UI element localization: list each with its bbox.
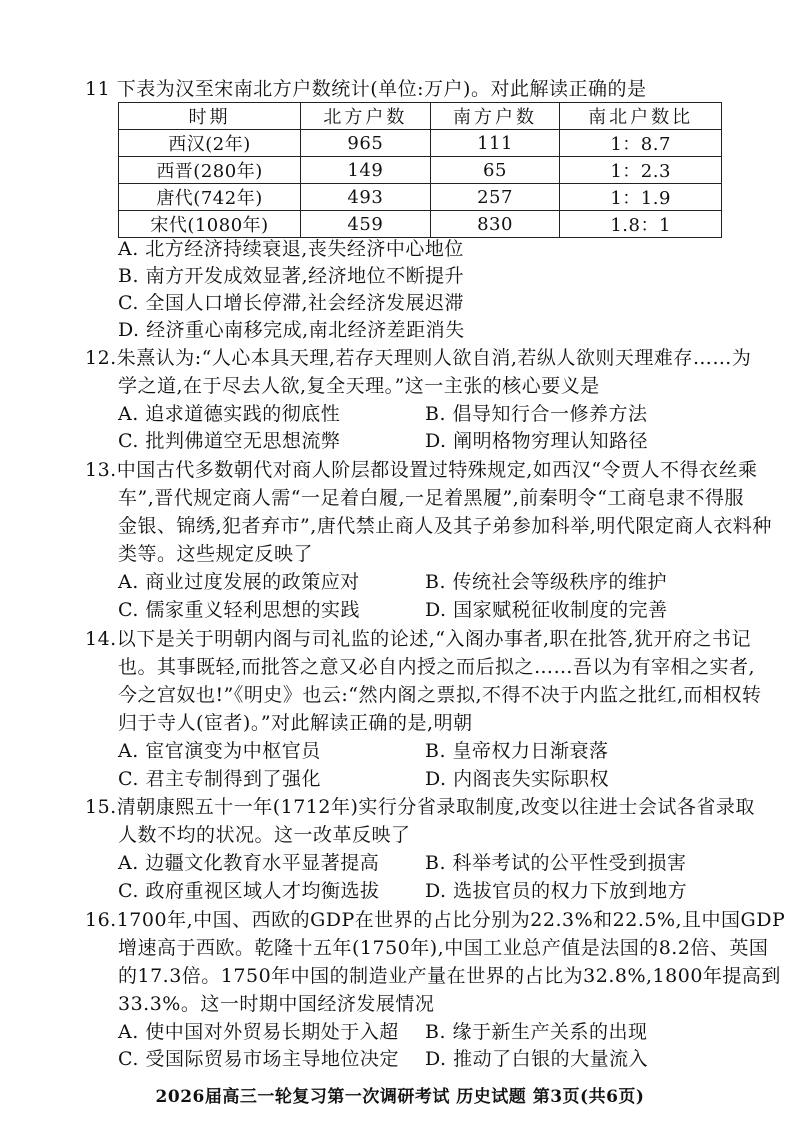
q13-option-d: D. 国家赋税征收制度的完善	[425, 599, 668, 621]
q13-stem-line: 车”,晋代规定商人需“一足着白履,一足着黑履”,前秦明令“工商皂隶不得服	[118, 487, 744, 509]
table-cell: 西汉(2年)	[119, 130, 301, 157]
table-cell: 111	[430, 130, 560, 157]
table-header-cell: 南北户数比	[560, 103, 722, 130]
table-header-cell: 时期	[119, 103, 301, 130]
table-header-cell: 南方户数	[430, 103, 560, 130]
table-cell: 1.8：1	[560, 211, 722, 238]
q14-option-b: B. 皇帝权力日渐衰落	[425, 740, 609, 762]
q12-option-a: A. 追求道德实践的彻底性	[118, 403, 341, 425]
q13-option-b: B. 传统社会等级秩序的维护	[425, 571, 668, 593]
household-stats-table	[118, 102, 722, 238]
q14-stem-line: 也。其事既轻,而批答之意又必自内授之而后拟之……吾以为有宰相之实者,	[118, 656, 756, 678]
table-header-row	[119, 103, 722, 130]
q16-stem-line: 增速高于西欧。乾隆十五年(1750年),中国工业总产值是法国的8.2倍、英国	[118, 937, 769, 959]
q16-option-a: A. 使中国对外贸易长期处于入超	[118, 1021, 399, 1043]
table-cell: 149	[301, 157, 431, 184]
q14-stem-line: 14.以下是关于明朝内阁与司礼监的论述,“入阁办事者,职在批答,犹开府之书记	[85, 628, 752, 650]
q13-option-c: C. 儒家重义轻利思想的实践	[118, 599, 360, 621]
q11-option-c: C. 全国人口增长停滞,社会经济发展迟滞	[118, 292, 464, 314]
page-footer: 2026届高三一轮复习第一次调研考试 历史试题 第3页(共6页)	[155, 1087, 645, 1107]
q11-option-b: B. 南方开发成效显著,经济地位不断提升	[118, 265, 465, 287]
q16-stem-line: 16.1700年,中国、西欧的GDP在世界的占比分别为22.3%和22.5%,且中国GDP	[85, 909, 786, 931]
q14-stem-line: 归于寺人(宦者)。”对此解读正确的是,明朝	[118, 712, 473, 734]
q12-option-c: C. 批判佛道空无思想流弊	[118, 430, 341, 452]
q14-option-c: C. 君主专制得到了强化	[118, 768, 321, 790]
q11-option-d: D. 经济重心南移完成,南北经济差距消失	[118, 319, 465, 341]
q16-option-b: B. 缘于新生产关系的出现	[425, 1021, 648, 1043]
q13-stem-line: 金银、锦绣,犯者弃市”,唐代禁止商人及其子弟参加科举,明代限定商人衣料种	[118, 515, 772, 537]
table-cell: 1：8.7	[560, 130, 722, 157]
q12-option-d: D. 阐明格物穷理认知路径	[425, 430, 649, 452]
table-cell: 830	[430, 211, 560, 238]
q11-option-a: A. 北方经济持续衰退,丧失经济中心地位	[118, 238, 464, 260]
table-cell: 965	[301, 130, 431, 157]
table-row	[119, 184, 722, 211]
q13-option-a: A. 商业过度发展的政策应对	[118, 571, 360, 593]
q13-stem-line: 类等。这些规定反映了	[118, 543, 314, 565]
q12-stem-line: 12.朱熹认为:“人心本具天理,若存天理则人欲自消,若纵人欲则天理难存……为	[85, 347, 752, 369]
table-row	[119, 157, 722, 184]
table-cell: 1：2.3	[560, 157, 722, 184]
q15-option-c: C. 政府重视区域人才均衡选拔	[118, 880, 380, 902]
table-cell: 257	[430, 184, 560, 211]
q11-stem: 11 下表为汉至宋南北方户数统计(单位:万户)。对此解读正确的是	[85, 78, 647, 100]
q14-option-a: A. 宦官演变为中枢官员	[118, 740, 321, 762]
table-header-cell: 北方户数	[301, 103, 431, 130]
table-cell: 459	[301, 211, 431, 238]
q14-option-d: D. 内阁丧失实际职权	[425, 768, 610, 790]
table-row	[119, 211, 722, 238]
q12-stem-line: 学之道,在于尽去人欲,复全天理。”这一主张的核心要义是	[118, 375, 600, 397]
table-cell: 65	[430, 157, 560, 184]
table-cell: 唐代(742年)	[119, 184, 301, 211]
table-cell: 493	[301, 184, 431, 211]
q13-stem-line: 13.中国古代多数朝代对商人阶层都设置过特殊规定,如西汉“令贾人不得衣丝乘	[85, 459, 758, 481]
q16-option-c: C. 受国际贸易市场主导地位决定	[118, 1048, 399, 1070]
q15-stem-line: 15.清朝康熙五十一年(1712年)实行分省录取制度,改变以往进士会试各省录取	[85, 796, 755, 818]
q16-option-d: D. 推动了白银的大量流入	[425, 1048, 649, 1070]
q15-option-d: D. 选拔官员的权力下放到地方	[425, 880, 688, 902]
q15-option-a: A. 边疆文化教育水平显著提高	[118, 852, 380, 874]
table-cell: 1：1.9	[560, 184, 722, 211]
table-cell: 宋代(1080年)	[119, 211, 301, 238]
table-row	[119, 130, 722, 157]
q14-stem-line: 今之宫奴也!”《明史》也云:“然内阁之票拟,不得不决于内监之批红,而相权转	[118, 684, 762, 706]
q15-option-b: B. 科举考试的公平性受到损害	[425, 852, 687, 874]
q16-stem-line: 33.3%。这一时期中国经济发展情况	[118, 993, 435, 1015]
q15-stem-line: 人数不均的状况。这一改革反映了	[118, 824, 411, 846]
table-cell: 西晋(280年)	[119, 157, 301, 184]
q12-option-b: B. 倡导知行合一修养方法	[425, 403, 648, 425]
q16-stem-line: 的17.3倍。1750年中国的制造业产量在世界的占比为32.8%,1800年提高到	[118, 965, 781, 987]
